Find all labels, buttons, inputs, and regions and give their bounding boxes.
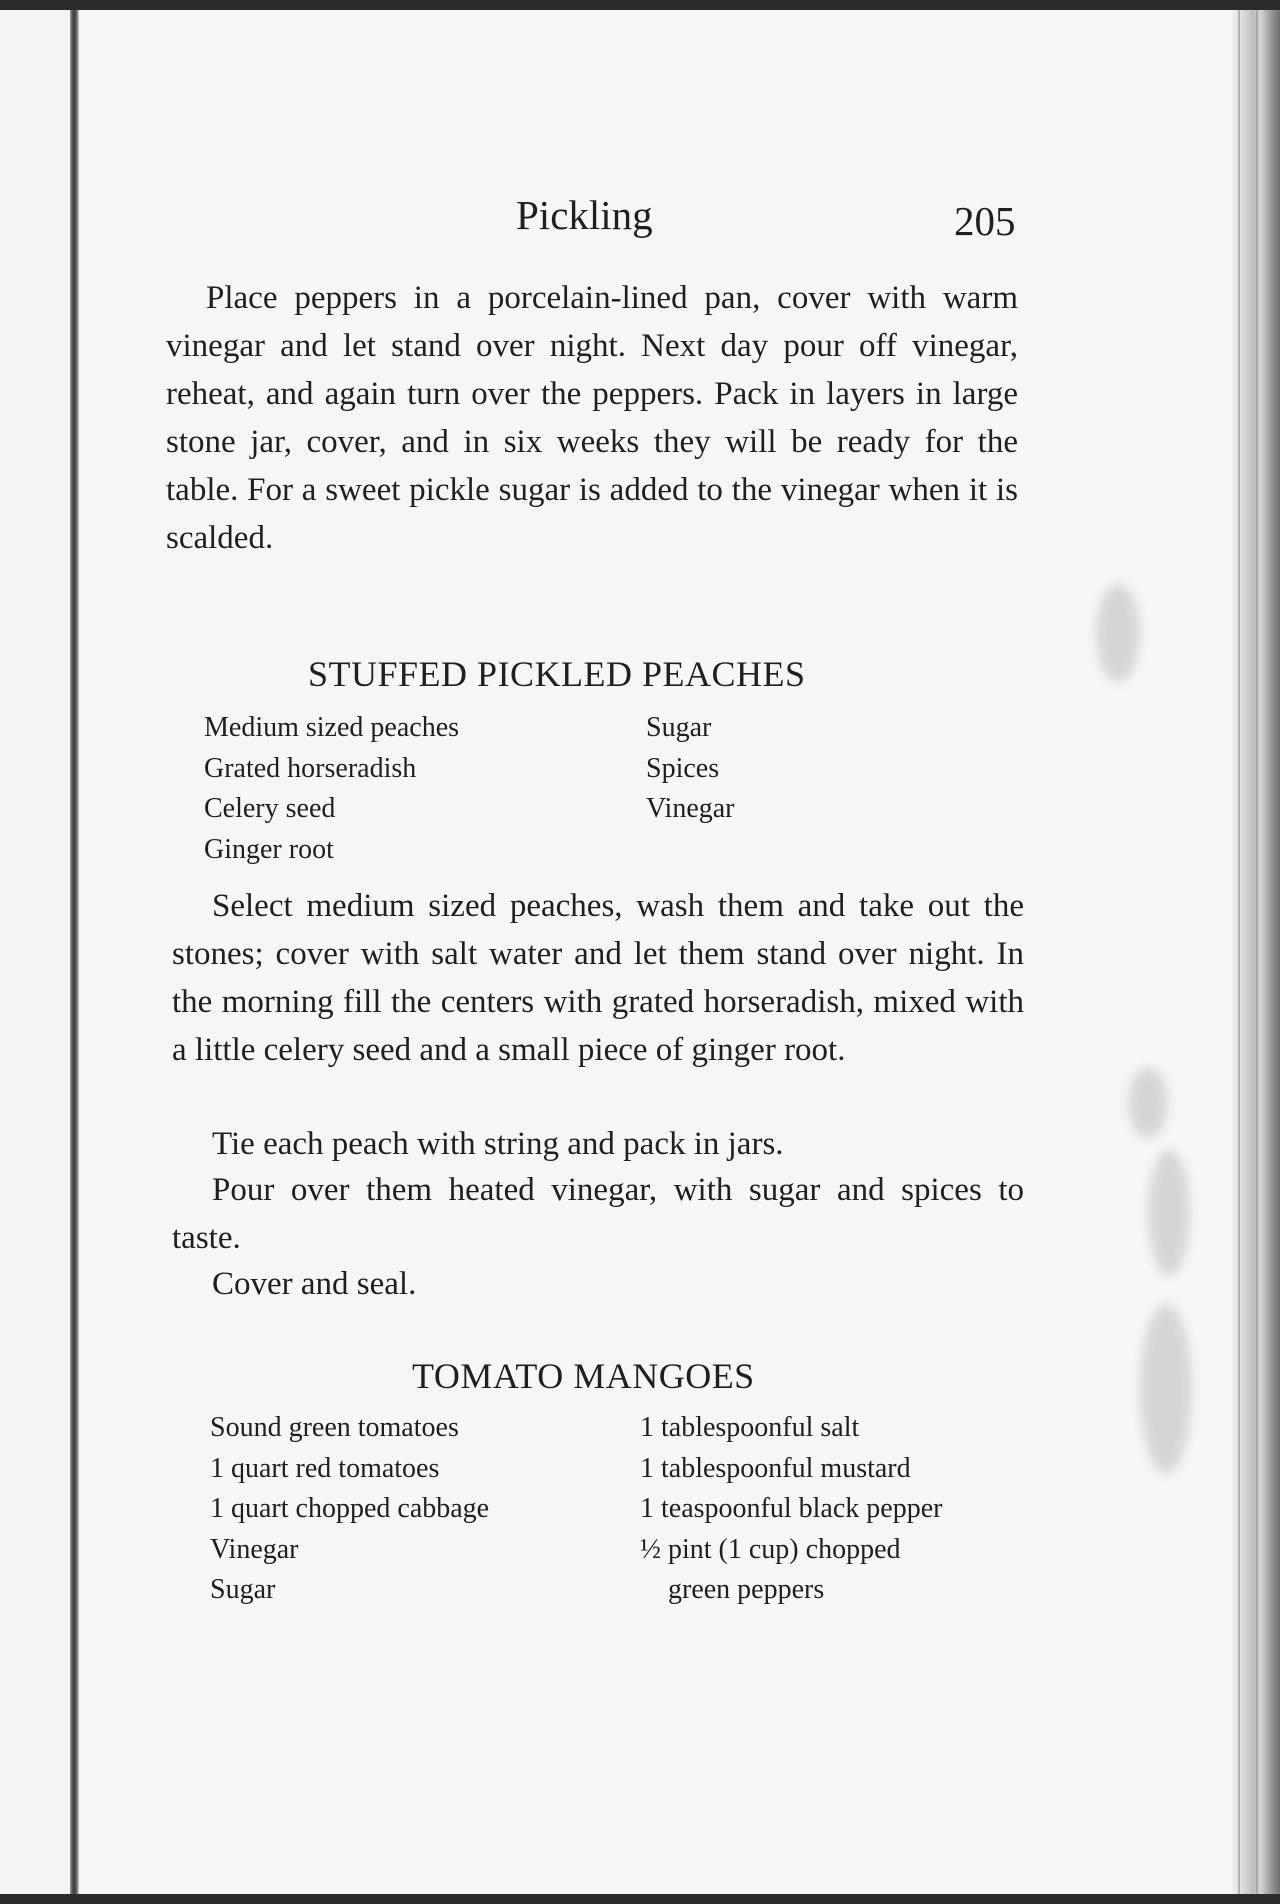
ingredient-list-right — [640, 1408, 942, 1611]
ingredient-item: Ginger root — [204, 833, 334, 865]
scan-top-border — [0, 0, 1280, 10]
ingredient-list-left — [210, 1408, 489, 1611]
ingredient-list-right — [646, 708, 735, 830]
ingredient-item: Vinegar — [210, 1533, 299, 1565]
page-edge-line — [1238, 10, 1240, 1894]
book-gutter — [70, 10, 79, 1894]
ingredient-item: green peppers — [668, 1574, 825, 1605]
method-paragraph: Pour over them heated vinegar, with sugar and spices to taste. — [172, 1172, 1024, 1256]
ingredient-item: 1 quart red tomatoes — [210, 1452, 440, 1484]
ingredient-item: 1 tablespoonful salt — [640, 1412, 860, 1443]
method-paragraph: Cover and seal. — [212, 1266, 417, 1302]
ingredient-item: 1 teaspoonful black pepper — [640, 1493, 943, 1524]
facing-page-margin — [0, 10, 70, 1894]
ingredient-item: Vinegar — [646, 793, 735, 824]
ingredient-item: Sugar — [210, 1574, 276, 1605]
ingredient-item: Celery seed — [204, 793, 336, 824]
ingredient-item: 1 tablespoonful mustard — [640, 1452, 911, 1484]
ingredient-item: Sugar — [646, 712, 712, 743]
ingredient-item: Sound green tomatoes — [210, 1412, 459, 1443]
paper-stain — [1128, 1068, 1168, 1138]
ingredient-item: Spices — [646, 752, 720, 784]
page-edge-line — [1256, 10, 1258, 1894]
paper-stain — [1096, 584, 1140, 682]
ingredient-item: Medium sized peaches — [204, 712, 460, 743]
running-title: Pickling — [516, 192, 653, 238]
intro-paragraph: Place peppers in a porcelain-lined pan, cover with warm vinegar and let stand over night. Next day pour off vinegar, reheat, and again turn over the peppers. Pack in layers in large stone jar, cover, and in six weeks they will be ready for the table. For a sweet pickle sugar is added to the vinegar when it is scalded. — [166, 280, 1018, 556]
ingredient-item: ½ pint (1 cup) chopped — [640, 1533, 901, 1565]
scan-bottom-border — [0, 1894, 1280, 1904]
recipe-title: STUFFED PICKLED PEACHES — [308, 654, 806, 694]
ingredient-item: 1 quart chopped cabbage — [210, 1493, 490, 1524]
recipe-title: TOMATO MANGOES — [412, 1356, 755, 1396]
method-paragraph: Select medium sized peaches, wash them and take out the stones; cover with salt water and let them stand over night. In the morning fill the centers with grated horseradish, mixed with a little celery seed and a small piece of ginger root. — [172, 888, 1024, 1068]
paper-stain — [1140, 1304, 1192, 1474]
paper-stain — [1148, 1150, 1190, 1276]
page-number: 205 — [954, 198, 1016, 244]
method-paragraph: Tie each peach with string and pack in jars. — [212, 1126, 784, 1162]
ingredient-list-left — [204, 708, 459, 870]
ingredient-item: Grated horseradish — [204, 752, 417, 784]
